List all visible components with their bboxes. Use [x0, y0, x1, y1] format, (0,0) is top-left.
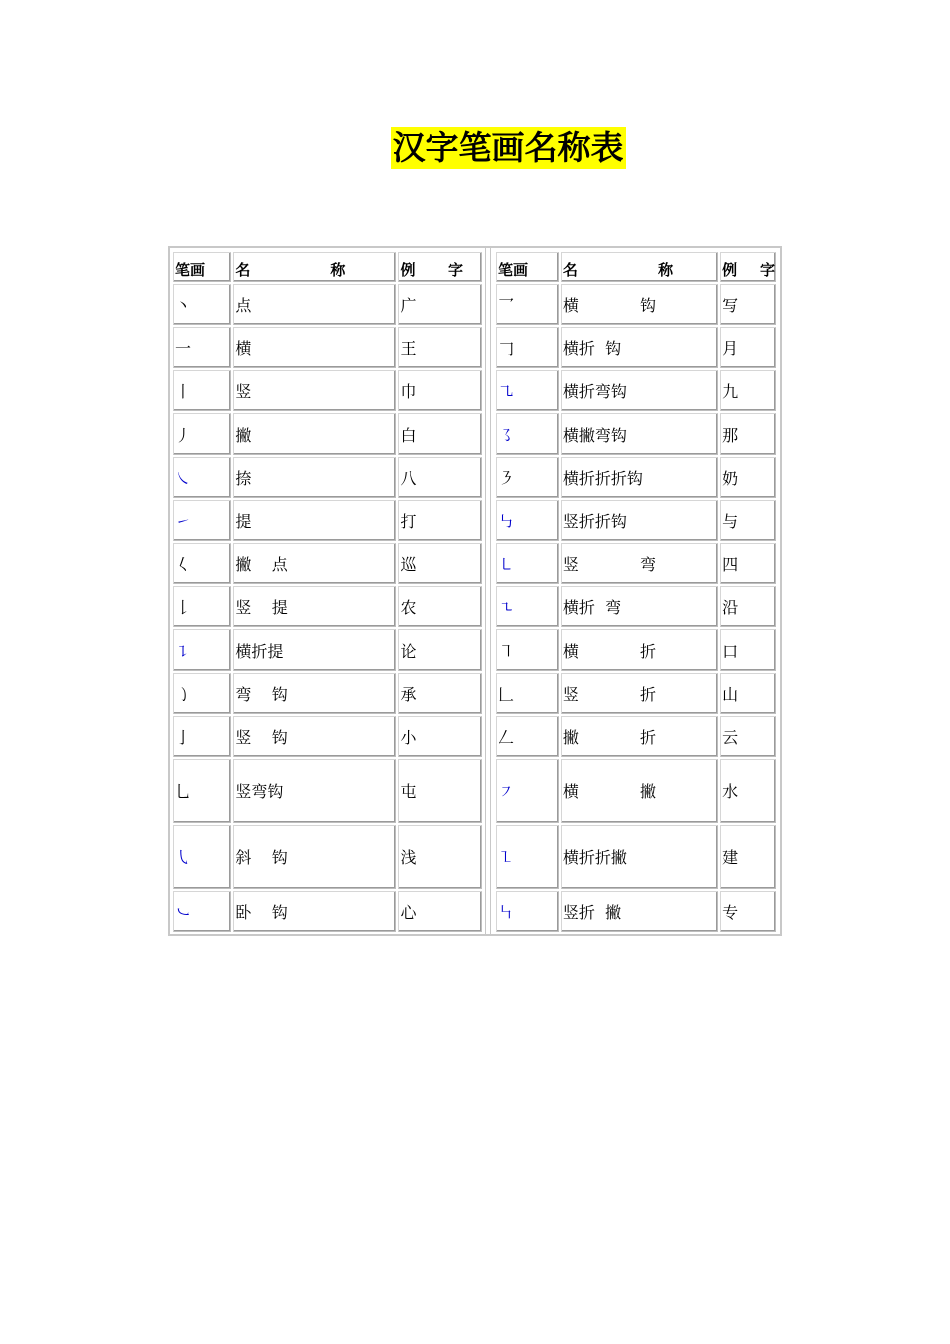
- stroke-cell: [173, 825, 231, 889]
- table-row: [496, 500, 776, 541]
- stroke-glyph: 𠃌: [498, 339, 515, 359]
- example-char-cell: 建: [720, 825, 776, 889]
- stroke-name-cell: 横: [233, 327, 396, 368]
- stroke-glyph: ㇀: [175, 511, 192, 531]
- table-header-row: [173, 252, 482, 282]
- example-char-cell: 奶: [720, 457, 776, 498]
- stroke-glyph: ㇃: [175, 902, 192, 922]
- header-example-a: 例: [400, 261, 416, 279]
- stroke-cell: [496, 327, 559, 368]
- stroke-cell: [496, 543, 559, 584]
- table-left-half: [171, 250, 484, 934]
- stroke-cell: [496, 457, 559, 498]
- stroke-cell: [173, 586, 231, 627]
- stroke-name-cell: 竖 折: [561, 673, 718, 714]
- example-char-cell: 白: [398, 413, 482, 454]
- title-container: [0, 127, 950, 169]
- example-char-cell: 浅: [398, 825, 482, 889]
- table-row: [173, 370, 482, 411]
- example-char-cell: 王: [398, 327, 482, 368]
- table-row: [496, 284, 776, 325]
- header-example-b: 字: [447, 261, 463, 279]
- stroke-name-cell: 横撇弯钩: [561, 413, 718, 454]
- header-name-a: 名: [235, 261, 251, 279]
- header-name: [233, 252, 396, 282]
- stroke-name-cell: 横折折折钩: [561, 457, 718, 498]
- example-char-cell: 专: [720, 891, 776, 932]
- header-name-a: 名: [562, 261, 578, 279]
- example-char-cell: 沿: [720, 586, 776, 627]
- header-name-b: 称: [658, 261, 674, 279]
- stroke-cell: [496, 284, 559, 325]
- left-table: [171, 250, 484, 934]
- right-table: [494, 250, 778, 934]
- stroke-cell: [173, 759, 231, 823]
- stroke-name-cell: 弯 钩: [233, 673, 396, 714]
- stroke-name-cell: 竖 提: [233, 586, 396, 627]
- stroke-name-cell: 提: [233, 500, 396, 541]
- stroke-name-cell: 捺: [233, 457, 396, 498]
- stroke-cell: [173, 284, 231, 325]
- table-row: [173, 716, 482, 757]
- stroke-glyph: ㇂: [175, 848, 192, 868]
- example-char-cell: 口: [720, 629, 776, 670]
- stroke-cell: [173, 673, 231, 714]
- table-row: [173, 759, 482, 823]
- table-row: [173, 673, 482, 714]
- header-example: [398, 252, 482, 282]
- header-name-b: 称: [330, 261, 346, 279]
- stroke-glyph: 丿: [175, 425, 192, 445]
- stroke-glyph: ㇊: [175, 641, 192, 661]
- table-row: [496, 825, 776, 889]
- stroke-name-cell: 点: [233, 284, 396, 325]
- table-row: [496, 327, 776, 368]
- stroke-cell: [496, 825, 559, 889]
- stroke-name-cell: 竖折折钩: [561, 500, 718, 541]
- table-row: [173, 457, 482, 498]
- stroke-name-cell: 斜 钩: [233, 825, 396, 889]
- stroke-glyph: 𠄌: [175, 598, 192, 618]
- table-row: [496, 629, 776, 670]
- example-char-cell: 月: [720, 327, 776, 368]
- table-row: [173, 543, 482, 584]
- stroke-name-cell: 横折提: [233, 629, 396, 670]
- table-row: [496, 457, 776, 498]
- stroke-cell: [496, 413, 559, 454]
- stroke-name-cell: 横折 弯: [561, 586, 718, 627]
- example-char-cell: 屯: [398, 759, 482, 823]
- stroke-name-cell: 卧 钩: [233, 891, 396, 932]
- table-row: [496, 413, 776, 454]
- page-title: 汉字笔画名称表: [392, 128, 624, 167]
- stroke-name-cell: 撇 点: [233, 543, 396, 584]
- stroke-name-cell: 横 折: [561, 629, 718, 670]
- stroke-glyph: ㇅: [498, 848, 515, 868]
- stroke-cell: [173, 500, 231, 541]
- table-row: [496, 673, 776, 714]
- table-row: [496, 891, 776, 932]
- table-row: [496, 759, 776, 823]
- example-char-cell: 四: [720, 543, 776, 584]
- table-right-half: [494, 250, 778, 934]
- stroke-glyph: ㇁: [175, 684, 192, 704]
- header-stroke: 笔画: [496, 252, 559, 282]
- stroke-name-cell: 横折折撇: [561, 825, 718, 889]
- stroke-glyph: 亅: [175, 727, 192, 747]
- stroke-cell: [496, 500, 559, 541]
- stroke-cell: [173, 370, 231, 411]
- table-row: [496, 543, 776, 584]
- example-char-cell: 云: [720, 716, 776, 757]
- stroke-cell: [173, 327, 231, 368]
- table-row: [173, 500, 482, 541]
- example-char-cell: 巡: [398, 543, 482, 584]
- example-char-cell: 那: [720, 413, 776, 454]
- table-row: [173, 586, 482, 627]
- stroke-name-cell: 横 撇: [561, 759, 718, 823]
- table-row: [173, 629, 482, 670]
- example-char-cell: 水: [720, 759, 776, 823]
- stroke-cell: [173, 543, 231, 584]
- table-header-row: [496, 252, 776, 282]
- table-row: [173, 413, 482, 454]
- stroke-cell: [496, 629, 559, 670]
- stroke-cell: [173, 629, 231, 670]
- stroke-name-cell: 撇: [233, 413, 396, 454]
- stroke-cell: [173, 891, 231, 932]
- example-char-cell: 论: [398, 629, 482, 670]
- header-name: [561, 252, 718, 282]
- stroke-glyph: ㇇: [498, 782, 515, 802]
- stroke-cell: [173, 716, 231, 757]
- example-char-cell: 九: [720, 370, 776, 411]
- table-row: [496, 716, 776, 757]
- stroke-glyph: 𠃋: [498, 727, 515, 747]
- stroke-name-cell: 横 钩: [561, 284, 718, 325]
- stroke-glyph: ㇕: [498, 641, 515, 661]
- table-row: [173, 327, 482, 368]
- stroke-glyph: ㇏: [175, 468, 192, 488]
- stroke-glyph: ㇌: [498, 425, 515, 445]
- example-char-cell: 与: [720, 500, 776, 541]
- table-row: [496, 370, 776, 411]
- stroke-name-cell: 竖 钩: [233, 716, 396, 757]
- stroke-cell: [496, 759, 559, 823]
- stroke-glyph: 丨: [175, 382, 192, 402]
- table-row: [496, 586, 776, 627]
- stroke-name-cell: 竖 弯: [561, 543, 718, 584]
- header-example-b: 字: [759, 261, 775, 279]
- stroke-glyph: 乛: [498, 295, 515, 315]
- stroke-cell: [496, 370, 559, 411]
- stroke-name-cell: 竖: [233, 370, 396, 411]
- stroke-glyph: 乚: [175, 782, 192, 802]
- example-char-cell: 山: [720, 673, 776, 714]
- stroke-cell: [173, 457, 231, 498]
- header-example-a: 例: [722, 261, 738, 279]
- stroke-name-cell: 撇 折: [561, 716, 718, 757]
- example-char-cell: 广: [398, 284, 482, 325]
- stroke-glyph: 𠃊: [498, 684, 515, 704]
- table-row: [173, 825, 482, 889]
- example-char-cell: 心: [398, 891, 482, 932]
- stroke-cell: [496, 716, 559, 757]
- header-example: [720, 252, 776, 282]
- stroke-glyph: ㇍: [498, 598, 515, 618]
- stroke-name-cell: 竖折 撇: [561, 891, 718, 932]
- header-stroke: 笔画: [173, 252, 231, 282]
- example-char-cell: 农: [398, 586, 482, 627]
- stroke-glyph: ㇄: [498, 555, 515, 575]
- stroke-cell: [496, 673, 559, 714]
- stroke-glyph: ㇞: [498, 902, 515, 922]
- example-char-cell: 打: [398, 500, 482, 541]
- example-char-cell: 八: [398, 457, 482, 498]
- stroke-cell: [173, 413, 231, 454]
- stroke-name-cell: 横折 钩: [561, 327, 718, 368]
- stroke-cell: [496, 586, 559, 627]
- stroke-glyph: ㇋: [498, 468, 515, 488]
- stroke-name-cell: 横折弯钩: [561, 370, 718, 411]
- table-divider: [485, 248, 491, 934]
- table-row: [173, 891, 482, 932]
- stroke-glyph: 𡿨: [175, 555, 192, 575]
- stroke-glyph: 丶: [175, 295, 192, 315]
- stroke-glyph: 一: [175, 339, 192, 359]
- example-char-cell: 巾: [398, 370, 482, 411]
- stroke-glyph: ㇈: [498, 382, 515, 402]
- example-char-cell: 小: [398, 716, 482, 757]
- stroke-name-cell: 竖弯钩: [233, 759, 396, 823]
- stroke-table: [168, 246, 782, 936]
- stroke-glyph: ㇉: [498, 511, 515, 531]
- example-char-cell: 写: [720, 284, 776, 325]
- stroke-cell: [496, 891, 559, 932]
- table-row: [173, 284, 482, 325]
- example-char-cell: 承: [398, 673, 482, 714]
